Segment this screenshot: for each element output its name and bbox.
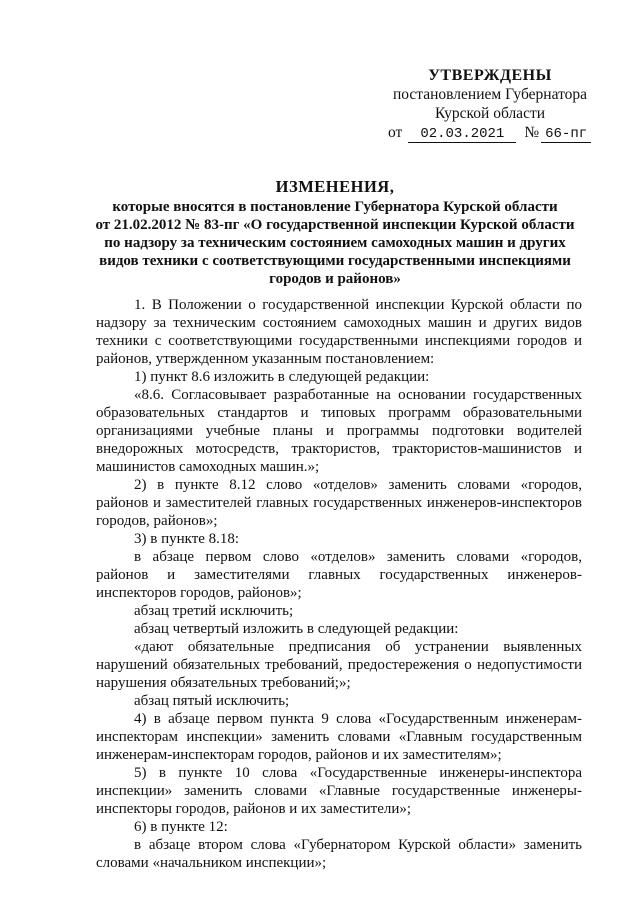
paragraph-11: 4) в абзаце первом пункта 9 слова «Государственным инженерам-инспекторам инспекции» заменить словами «Главным государственным инженерам-инспекторам городов, районов и их заместителям»; <box>96 711 582 763</box>
approval-date-line <box>370 123 610 143</box>
title-line-3: по надзору за техническим состоянием самоходных машин и других <box>104 235 566 251</box>
approval-date: 02.03.2021 <box>408 126 516 143</box>
paragraph-4: 2) в пункте 8.12 слово «отделов» заменить словами «городов, районов и заместителей главных государственных инженеров-инспекторов городов, районов»; <box>96 477 582 529</box>
title-main: ИЗМЕНЕНИЯ, <box>275 177 395 196</box>
document-title <box>70 178 600 288</box>
paragraph-14: в абзаце втором слова «Губернатором Курской области» заменить словами «начальником инспекции»; <box>96 837 582 871</box>
paragraph-13: 6) в пункте 12: <box>134 819 228 835</box>
paragraph-1: 1. В Положении о государственной инспекции Курской области по надзору за техническим состоянием самоходных машин и других видов техники с соответствующими государственными инспекциями городов и районов, утвержденном указанным постановлением: <box>96 297 582 367</box>
paragraph-5: 3) в пункте 8.18: <box>134 531 240 547</box>
title-line-1: которые вносятся в постановление Губернатора Курской области <box>112 199 558 215</box>
paragraph-9: «дают обязательные предписания об устранении выявленных нарушений обязательных требований, предостережения о недопустимости нарушения обязательных требований;»; <box>96 639 582 691</box>
approval-heading: УТВЕРЖДЕНЫ <box>428 67 552 84</box>
paragraph-6: в абзаце первом слово «отделов» заменить словами «городов, районов и заместителями главных государственных инженеров-инспекторов городов, районов»; <box>96 549 582 601</box>
from-label: от <box>388 124 403 141</box>
approval-number: 66-пг <box>541 126 591 143</box>
number-label: № <box>524 124 540 141</box>
title-line-4: видов техники с соответствующими государственными инспекциями <box>99 253 571 269</box>
title-line-2: от 21.02.2012 № 83-пг «О государственной инспекции Курской области <box>95 217 575 233</box>
title-line-5: городов и районов» <box>269 271 401 287</box>
approval-stamp <box>370 66 610 143</box>
paragraph-12: 5) в пункте 10 слова «Государственные инженеры-инспектора инспекции» заменить словами «Главные государственные инженеры-инспекторы городов, районов и их заместители»; <box>96 765 582 817</box>
paragraph-2: 1) пункт 8.6 изложить в следующей редакции: <box>134 369 430 385</box>
document-body <box>96 296 582 872</box>
paragraph-7: абзац третий исключить; <box>134 603 294 619</box>
paragraph-8: абзац четвертый изложить в следующей редакции: <box>134 621 459 637</box>
approval-line-1: постановлением Губернатора <box>392 86 588 103</box>
approval-line-2: Курской области <box>434 105 546 122</box>
paragraph-10: абзац пятый исключить; <box>134 693 290 709</box>
paragraph-3: «8.6. Согласовывает разработанные на основании государственных образовательных стандартов и типовых программ образовательными организациями учебные планы и программы подготовки водителей внедорожных мотосредств, трактористов, трактористов-машинистов и машинистов самоходных машин.»; <box>96 387 582 475</box>
